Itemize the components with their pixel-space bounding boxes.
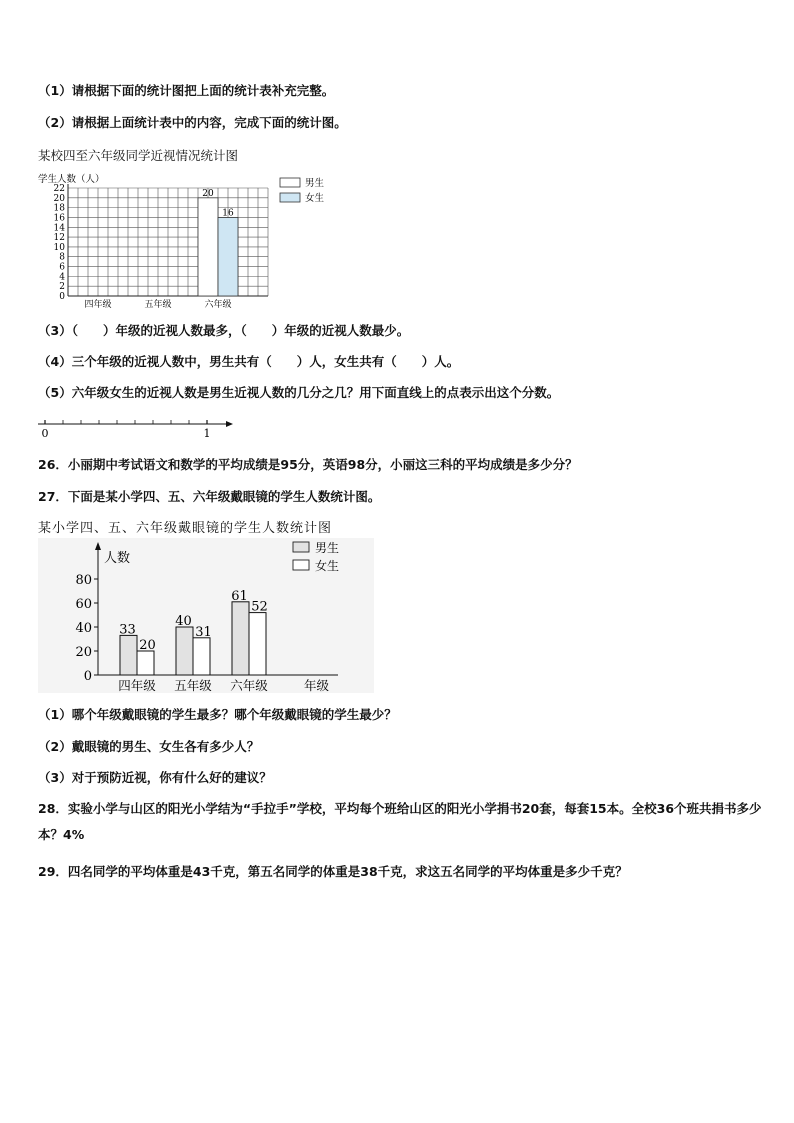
category-label: 五年级 [144, 300, 172, 310]
ytick-label: 6 [59, 262, 65, 273]
bar-value-label: 33 [119, 622, 136, 638]
chart2-ylabel: 人数 [104, 551, 131, 566]
q25-part2: （2）请根据上面统计表中的内容，完成下面的统计图。 [38, 115, 347, 130]
ytick-label: 4 [59, 272, 65, 283]
number-line [30, 412, 240, 442]
q28-text: 28．实验小学与山区的阳光小学结为“手拉手”学校，平均每个班给山区的阳光小学捐书20套，每套15本。全校36个班共捐书多少本？4% [38, 801, 762, 842]
bar-boys [176, 627, 193, 675]
chart2-title: 某小学四、五、六年级戴眼镜的学生人数统计图 [38, 521, 333, 536]
category-label: 六年级 [230, 678, 268, 693]
chart1 [30, 168, 350, 313]
chart1-ylabel: 学生人数（人） [38, 174, 105, 185]
legend2-boys: 男生 [315, 541, 340, 555]
bar-girls [249, 613, 266, 675]
bar-value-label: 61 [231, 588, 248, 604]
bar-boys [232, 602, 249, 675]
ytick-label: 14 [53, 223, 65, 234]
ytick-label: 12 [53, 233, 65, 244]
ytick-label: 20 [53, 193, 65, 204]
bar-girls [193, 638, 210, 675]
q25-part4: （4）三个年级的近视人数中，男生共有（ ）人，女生共有（ ）人。 [38, 354, 460, 369]
chart1-categories [84, 298, 231, 310]
chart2-categories [118, 678, 268, 693]
ytick-label: 60 [75, 597, 92, 612]
number-line-ticks [45, 420, 207, 424]
legend-girls-swatch [280, 193, 300, 202]
legend-girls: 女生 [305, 193, 325, 204]
ytick-label: 2 [59, 282, 65, 293]
ytick-label: 0 [83, 669, 92, 684]
q25-part1: （1）请根据下面的统计图把上面的统计表补充完整。 [38, 83, 335, 98]
q27-sub3: （3）对于预防近视，你有什么好的建议？ [38, 770, 272, 785]
number-line-arrow [226, 421, 233, 427]
q27-sub2: （2）戴眼镜的男生、女生各有多少人？ [38, 739, 260, 754]
category-label: 四年级 [118, 678, 156, 693]
q29-text: 29．四名同学的平均体重是43千克，第五名同学的体重是38千克，求这五名同学的平均体重是多少千克？ [38, 864, 628, 879]
bar-value-label: 52 [251, 599, 268, 615]
category-label: 五年级 [174, 678, 212, 693]
bar-value-label: 31 [195, 624, 212, 640]
bar-boys [120, 635, 137, 675]
category-label: 六年级 [204, 300, 232, 310]
ytick-label: 8 [59, 252, 65, 263]
ytick-label: 16 [53, 213, 65, 224]
legend2-boys-swatch [293, 542, 309, 552]
ytick-label: 22 [53, 184, 65, 194]
legend2-girls-swatch [293, 560, 309, 570]
q27-sub1: （1）哪个年级戴眼镜的学生最多？哪个年级戴眼镜的学生最少？ [38, 707, 397, 722]
legend-boys: 男生 [305, 178, 325, 189]
bar-value-label: 20 [139, 638, 156, 653]
chart1-yticks [54, 184, 66, 302]
chart1-legend [280, 177, 325, 204]
legend2-girls: 女生 [315, 559, 340, 573]
bar-girls [137, 651, 154, 675]
chart2 [38, 538, 378, 698]
bar-boys [198, 198, 218, 296]
chart2-xlabel: 年级 [304, 678, 330, 693]
ytick-label: 80 [75, 573, 92, 588]
ytick-label: 0 [59, 292, 65, 302]
chart1-bars [198, 189, 238, 296]
q25-part5: （5）六年级女生的近视人数是男生近视人数的几分之几？用下面直线上的点表示出这个分数。 [38, 385, 560, 400]
ytick-label: 40 [75, 621, 92, 636]
bar-value-label: 16 [222, 208, 234, 219]
category-label: 四年级 [84, 300, 112, 310]
q27-text: 27．下面是某小学四、五、六年级戴眼镜的学生人数统计图。 [38, 489, 381, 504]
number-line-zero: 0 [41, 427, 49, 440]
chart1-title: 某校四至六年级同学近视情况统计图 [38, 148, 239, 163]
ytick-label: 20 [75, 645, 92, 660]
number-line-one: 1 [203, 427, 211, 440]
legend-boys-swatch [280, 178, 300, 187]
bar-value-label: 40 [175, 614, 192, 629]
ytick-label: 10 [53, 242, 65, 253]
q25-part3: （3）（ ）年级的近视人数最多，（ ）年级的近视人数最少。 [38, 323, 410, 338]
bar-girls [218, 217, 238, 296]
bar-value-label: 20 [202, 188, 214, 199]
q26-text: 26．小丽期中考试语文和数学的平均成绩是95分，英语98分，小丽这三科的平均成绩是多少分？ [38, 457, 578, 472]
ytick-label: 18 [53, 203, 65, 214]
